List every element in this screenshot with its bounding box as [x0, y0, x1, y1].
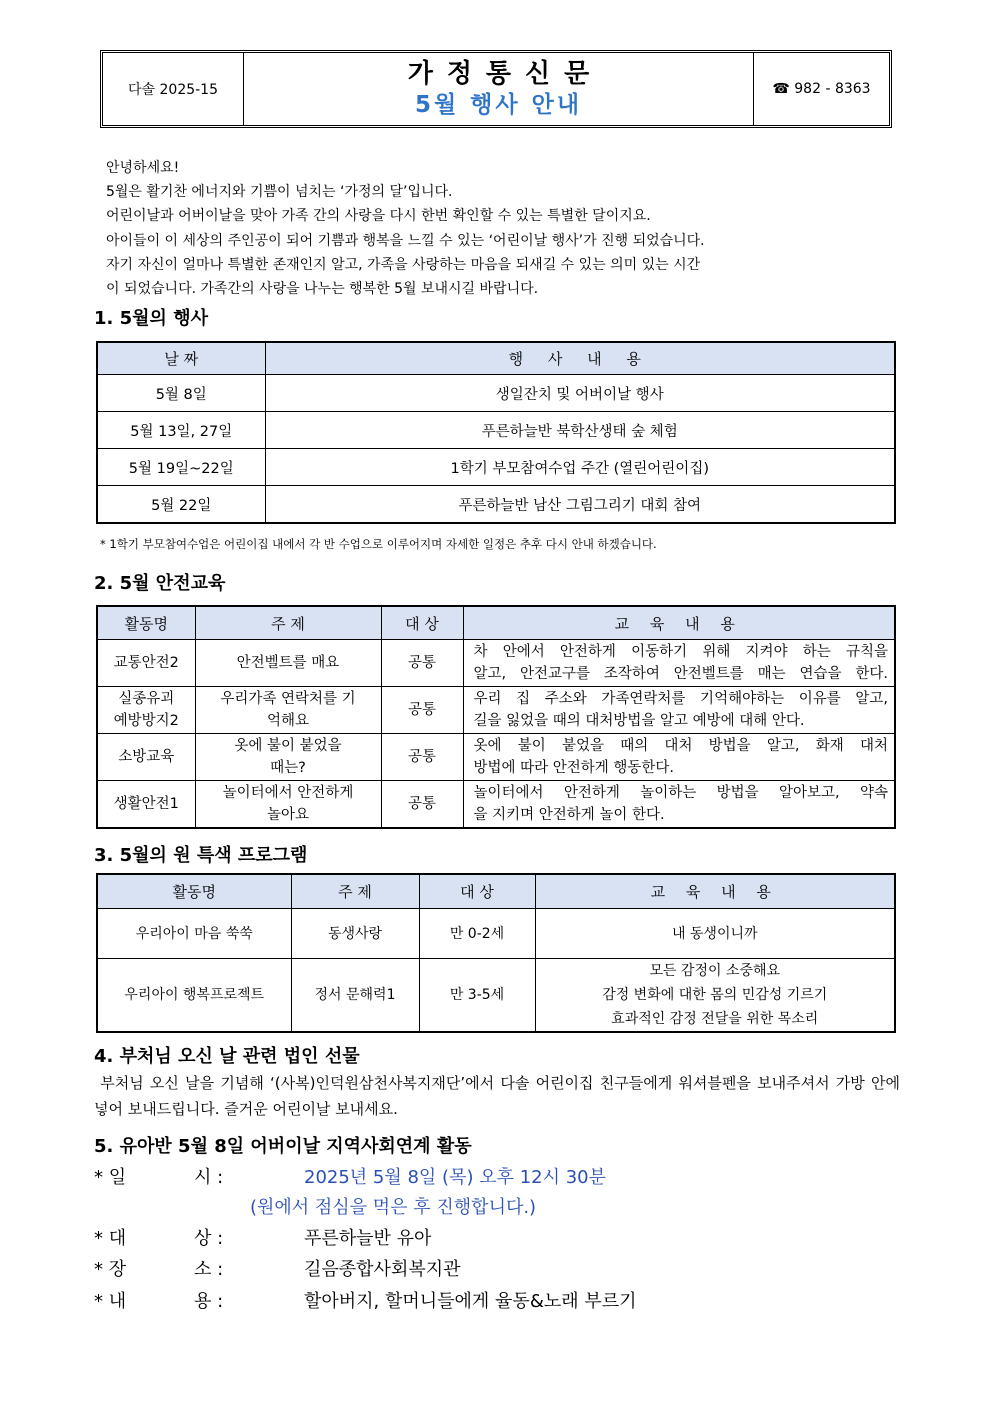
program-name: 우리아이 마음 쑥쑥	[97, 909, 291, 959]
section-5-title: 5. 유아반 5월 8일 어버이날 지역사회연계 활동	[94, 1136, 472, 1157]
description-line: 을 지키며 안전하게 놀이 한다.	[473, 807, 665, 823]
intro-line: 자기 자신이 얼마나 특별한 존재인지 알고, 가족을 사랑하는 마음을 되새길 수 있는 의미 있는 시간	[106, 256, 701, 273]
section-4-title: 4. 부처님 오신 날 관련 법인 선물	[94, 1046, 360, 1067]
issue-code: 다솔 2025-15	[103, 53, 244, 125]
column-header: 활동명	[97, 606, 195, 640]
phone-number: ☎ 982 - 8363	[753, 53, 889, 125]
detail-label: 소 :	[194, 1259, 224, 1280]
event-date: 5월 19일~22일	[97, 449, 265, 486]
column-header: 대 상	[381, 606, 463, 640]
detail-value: 푸른하늘반 유아	[304, 1228, 432, 1249]
activity-description	[463, 687, 895, 734]
activity-description	[463, 734, 895, 781]
table-row	[97, 781, 895, 829]
column-header: 행 사 내 용	[265, 342, 895, 375]
intro-line: 어린이날과 어버이날을 맞아 가족 간의 사랑을 다시 한번 확인할 수 있는 특별한 달이지요.	[106, 208, 651, 225]
detail-key: * 일	[94, 1167, 127, 1188]
detail-item-target	[94, 1224, 431, 1250]
column-header: 주 제	[195, 606, 381, 640]
description-line: 놀이터에서 안전하게 놀이하는 방법을 알아보고, 약속	[473, 785, 888, 801]
column-header: 대 상	[419, 874, 535, 909]
program-target: 만 0-2세	[419, 909, 535, 959]
activity-name: 소방교육	[97, 734, 195, 781]
activity-topic: 안전벨트를 매요	[195, 640, 381, 687]
detail-value: 길음종합사회복지관	[304, 1259, 461, 1280]
table-row	[97, 687, 895, 734]
event-content: 1학기 부모참여수업 주간 (열린어린이집)	[265, 449, 895, 486]
column-header: 주 제	[291, 874, 419, 909]
program-target: 만 3-5세	[419, 959, 535, 1033]
program-description	[535, 959, 895, 1033]
detail-item-place	[94, 1255, 461, 1281]
activity-topic: 옷에 불이 붙었을 때는?	[195, 734, 381, 781]
special-program-table	[96, 873, 896, 1033]
activity-target: 공통	[381, 781, 463, 829]
table-row	[97, 449, 895, 486]
program-topic: 동생사랑	[291, 909, 419, 959]
events-note: * 1학기 부모참여수업은 어린이집 내에서 각 반 수업으로 이루어지며 자세한 일정은 추후 다시 안내 하겠습니다.	[100, 537, 657, 551]
event-date: 5월 8일	[97, 375, 265, 412]
description-line: 우리 집 주소와 가족연락처를 기억해야하는 이유를 알고,	[473, 691, 888, 707]
section-2-title: 2. 5월 안전교육	[94, 573, 226, 594]
detail-item-content	[94, 1287, 637, 1313]
intro-line: 5월은 활기찬 에너지와 기쁨이 넘치는 ‘가정의 달’입니다.	[106, 184, 453, 201]
description-line: 길을 잃었을 때의 대처방법을 알고 예방에 대해 안다.	[473, 713, 805, 729]
table-row	[97, 640, 895, 687]
intro-text	[106, 156, 906, 301]
description-line: 차 안에서 안전하게 이동하기 위해 지켜야 하는 규칙을	[473, 644, 888, 660]
activity-topic: 우리가족 연락처를 기억해요	[195, 687, 381, 734]
intro-line: 이 되었습니다. 가족간의 사랑을 나누는 행복한 5월 보내시길 바랍니다.	[106, 281, 539, 298]
column-header: 교 육 내 용	[535, 874, 895, 909]
newsletter-header	[100, 50, 892, 128]
detail-label: 용 :	[194, 1291, 224, 1312]
detail-value: 2025년 5월 8일 (목) 오후 12시 30분	[304, 1167, 606, 1188]
section-1-title: 1. 5월의 행사	[94, 308, 208, 329]
activity-description	[463, 781, 895, 829]
header-title-block	[244, 53, 753, 125]
activity-description	[463, 640, 895, 687]
detail-key: * 대	[94, 1228, 127, 1249]
activity-name: 생활안전1	[97, 781, 195, 829]
section-3-title: 3. 5월의 원 특색 프로그램	[94, 845, 308, 866]
detail-key: * 내	[94, 1291, 127, 1312]
table-row	[97, 375, 895, 412]
detail-item-time	[94, 1163, 606, 1189]
gift-notice-text: 부처님 오신 날을 기념해 ‘(사복)인덕원삼천사복지재단’에서 다솔 어린이집 친구들에게 워셔블펜을 보내주셔서 가방 안에 넣어 보내드립니다. 즐거운 어린이날 보내세요.	[94, 1074, 900, 1118]
event-date: 5월 13일, 27일	[97, 412, 265, 449]
event-content: 생일잔치 및 어버이날 행사	[265, 375, 895, 412]
table-row	[97, 959, 895, 1033]
events-table	[96, 341, 896, 524]
activity-topic: 놀이터에서 안전하게 놀아요	[195, 781, 381, 829]
page-title: 가정통신문	[407, 59, 604, 89]
description-line: 옷에 불이 붙었을 때의 대처 방법을 알고, 화재 대처	[473, 738, 888, 754]
detail-label: 상 :	[194, 1228, 224, 1249]
description-line: 감정 변화에 대한 몸의 민감성 기르기	[602, 987, 828, 1003]
description-line: 알고, 안전교구를 조작하여 안전벨트를 매는 연습을 한다.	[473, 666, 888, 682]
description-line: 효과적인 감정 전달을 위한 목소리	[611, 1011, 819, 1027]
activity-target: 공통	[381, 734, 463, 781]
gift-notice	[94, 1070, 900, 1122]
table-header-row	[97, 606, 895, 640]
table-row	[97, 734, 895, 781]
activity-target: 공통	[381, 640, 463, 687]
safety-education-table	[96, 605, 896, 829]
program-description: 내 동생이니까	[535, 909, 895, 959]
table-row	[97, 909, 895, 959]
table-header-row	[97, 342, 895, 375]
description-line: 방법에 따라 안전하게 행동한다.	[473, 760, 675, 776]
event-date: 5월 22일	[97, 486, 265, 524]
intro-line: 안녕하세요!	[106, 160, 180, 176]
activity-name: 교통안전2	[97, 640, 195, 687]
column-header: 활동명	[97, 874, 291, 909]
description-line: 모든 감정이 소중해요	[649, 963, 781, 979]
detail-label: 시 :	[194, 1167, 224, 1188]
program-topic: 정서 문해력1	[291, 959, 419, 1033]
table-row	[97, 412, 895, 449]
program-name: 우리아이 행복프로젝트	[97, 959, 291, 1033]
intro-line: 아이들이 이 세상의 주인공이 되어 기쁨과 행복을 느낄 수 있는 ‘어린이날 행사’가 진행 되었습니다.	[106, 232, 705, 249]
event-content: 푸른하늘반 남산 그림그리기 대회 참여	[265, 486, 895, 524]
event-content: 푸른하늘반 북학산생태 숲 체험	[265, 412, 895, 449]
activity-target: 공통	[381, 687, 463, 734]
time-note: (원에서 점심을 먹은 후 진행합니다.)	[250, 1197, 537, 1218]
column-header: 날 짜	[97, 342, 265, 375]
detail-key: * 장	[94, 1259, 127, 1280]
detail-value: 할아버지, 할머니들에게 율동&노래 부르기	[304, 1291, 637, 1312]
page-subtitle: 5월 행사 안내	[414, 92, 583, 118]
table-row	[97, 486, 895, 524]
column-header: 교 육 내 용	[463, 606, 895, 640]
table-header-row	[97, 874, 895, 909]
activity-name: 실종유괴 예방방지2	[97, 687, 195, 734]
